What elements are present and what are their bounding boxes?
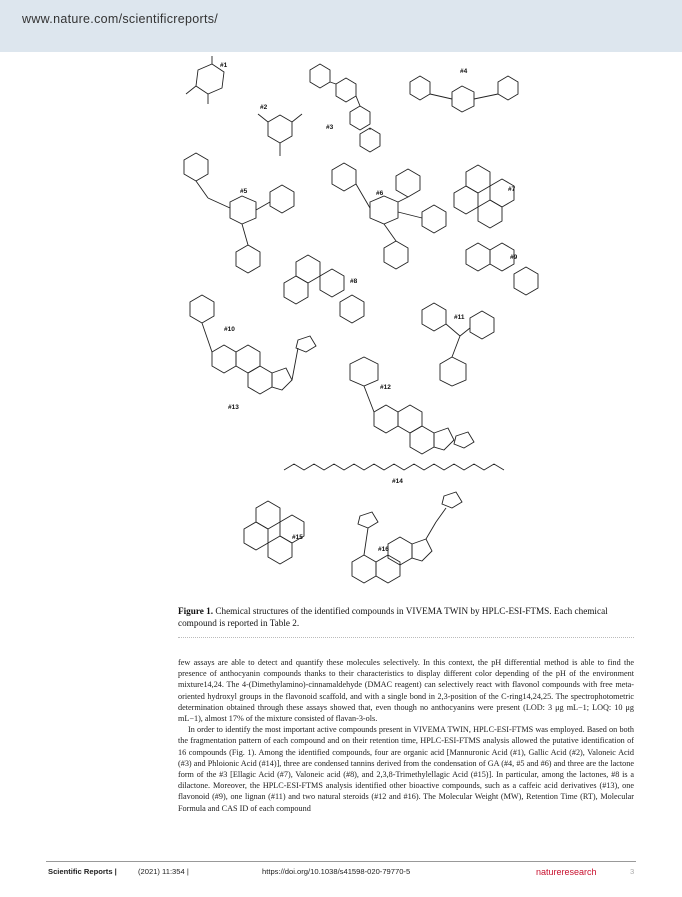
structure-11: [422, 303, 446, 331]
label-5: #5: [240, 188, 248, 195]
structures-drawing: [160, 52, 560, 604]
label-7: #7: [508, 186, 516, 193]
figure-caption: [178, 606, 628, 629]
structure-8: [296, 255, 320, 283]
label-11: #11: [454, 314, 465, 321]
structure-15: [256, 501, 280, 529]
label-13: #13: [228, 404, 239, 411]
label-16: #16: [378, 546, 389, 553]
publisher-logo: natureresearch: [536, 867, 597, 877]
paragraph-2: In order to identify the most important active compounds present in VIVEMA TWIN, HPLC-ESI-FTMS was employed. Based on both the fragmentation pattern of each compound and on their retention time, HPLC-ESI-FTMS analysis allowed the putative identification of 16 compounds (Fig. 1). Among the identified compounds, four are organic acid [Mannuronic Acid (#1), Gallic Acid (#2), Valoneic Acid (#3) and Phloionic Acid (#14)], three are condensed tannins derived from the condensation of GA (#4, #5 and #6) and three are the lactone form of the #3 [Ellagic Acid (#7), Valoneic acid (#8), and 2,3,8-Trimethylellagic Acid (#15)]. In particular, among the lactones, #8 is a dilactone. Moreover, the HPLC-ESI-FTMS analysis identified other bioactive compounds, such as a caffeic acid derivatives (#13), one flavonoid (#9), one lignan (#11) and two natural steroids (#12 and #16). The Molecular Weight (MW), Retention Time (RT), Molecular Formula and CAS ID of each compound: [178, 725, 634, 813]
label-2: #2: [260, 104, 268, 111]
structure-7: [466, 165, 490, 193]
structure-3: [310, 64, 330, 88]
footer-doi-link[interactable]: https://doi.org/10.1038/s41598-020-79770-5: [262, 867, 411, 876]
page-number: 3: [630, 867, 635, 876]
label-14: #14: [392, 478, 403, 485]
figure-chemical-structures: [160, 52, 560, 604]
structure-2: [268, 115, 292, 143]
structure-14: [284, 464, 504, 470]
label-4: #4: [460, 68, 468, 75]
label-9: #9: [510, 254, 518, 261]
footer-journal: Scientific Reports |: [48, 867, 117, 876]
structure-9: [466, 243, 490, 271]
label-12: #12: [380, 384, 391, 391]
structure-4: [410, 76, 430, 100]
structure-6: [332, 163, 356, 191]
caption-title: Figure 1.: [178, 606, 214, 616]
footer-citation: (2021) 11:354 |: [138, 867, 189, 876]
label-6: #6: [376, 190, 384, 197]
structure-16: [352, 555, 376, 583]
structure-5: [184, 153, 208, 181]
article-body: [178, 657, 634, 814]
label-3: #3: [326, 124, 334, 131]
footer-divider: [46, 861, 636, 862]
browser-url-bar: [0, 0, 682, 52]
label-10: #10: [224, 326, 235, 333]
structure-10: [190, 295, 214, 323]
page-url[interactable]: www.nature.com/scientificreports/: [22, 12, 219, 26]
label-8: #8: [350, 278, 358, 285]
caption-divider: [178, 637, 634, 638]
caption-text: Chemical structures of the identified compounds in VIVEMA TWIN by HPLC-ESI-FTMS. Each chemical compound is reported in Table 2.: [178, 606, 608, 628]
paragraph-1: few assays are able to detect and quantify these molecules selectively. In this context, the pH differential method is able to find the presence of anthocyanin compounds thanks to their characteristics to display different color depending of the pH of the environment mixture14,24. The 4-(Dimethylamino)-cinnamaldehyde (DMAC reagent) can selectively react with flavonol compounds with free meta-oriented hydroxyl groups in the flavonoid scaffold, and with a single bond in 2,3-position of the C-ring14,24,25. The spectrophotometric determination obtained through these assays showed that, even though no anthocyanins were present (LOD: 3 μg mL−1; LOQ: 10 μg mL−1), almost 17% of the mixture consisted of flavan-3-ols.: [178, 658, 634, 724]
structure-12: [350, 357, 378, 386]
label-15: #15: [292, 534, 303, 541]
label-1: #1: [220, 62, 228, 69]
